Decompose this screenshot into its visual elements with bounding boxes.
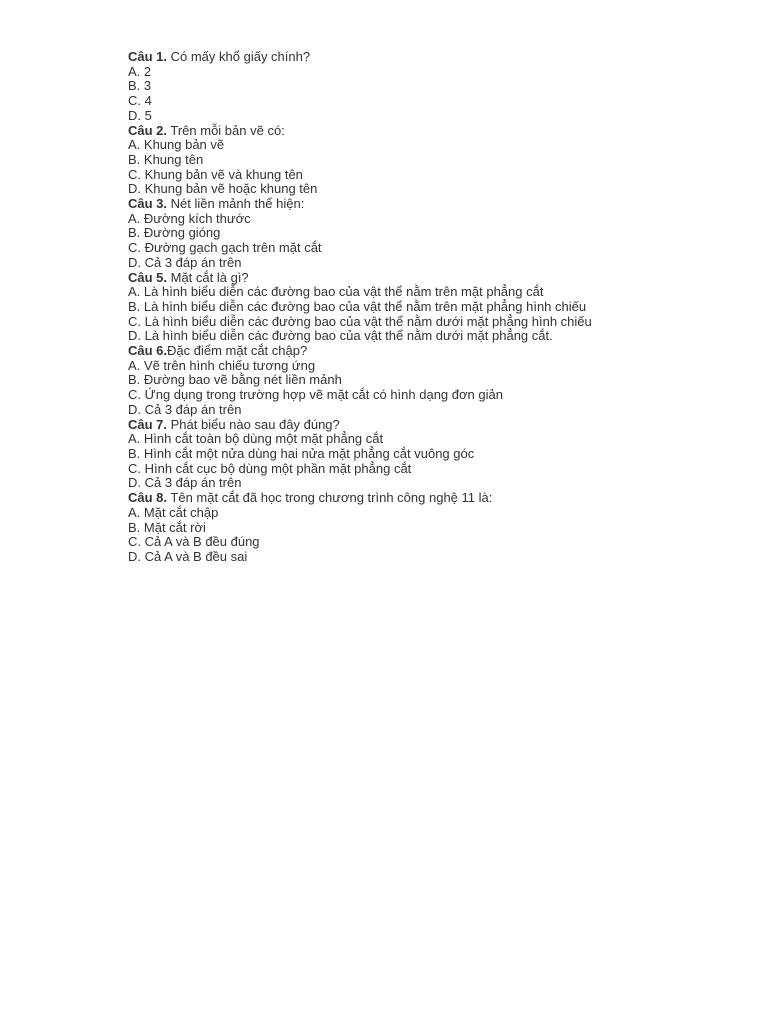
answer-option: B. 3 <box>128 78 152 94</box>
question-block <box>128 197 592 271</box>
answer-option: D. Cả 3 đáp án trên <box>128 254 242 270</box>
question-line <box>128 124 592 139</box>
answer-option: A. 2 <box>128 63 152 79</box>
question-text: Nét liền mảnh thể hiện: <box>167 196 305 212</box>
question-block <box>128 344 592 418</box>
answer-option: A. Vẽ trên hình chiếu tương ứng <box>128 357 316 373</box>
question-number: Câu 3. <box>128 196 168 212</box>
question-block <box>128 124 592 198</box>
question-text: Đặc điểm mặt cắt chập? <box>167 343 308 359</box>
question-number: Câu 2. <box>128 122 168 138</box>
question-text: Trên mỗi bản vẽ có: <box>167 122 285 138</box>
question-block <box>128 50 592 124</box>
question-number: Câu 8. <box>128 490 168 506</box>
answer-option: B. Đường bao vẽ bằng nét liền mảnh <box>128 372 342 388</box>
answer-option: C. Khung bản vẽ và khung tên <box>128 166 303 182</box>
answer-option: D. 5 <box>128 107 152 123</box>
answer-option: B. Hình cắt một nửa dùng hai nửa mặt phẳng cắt vuông góc <box>128 445 475 461</box>
answer-option: D. Cả 3 đáp án trên <box>128 401 242 417</box>
question-text: Có mấy khổ giấy chính? <box>167 49 311 64</box>
question-block <box>128 271 592 345</box>
question-line <box>128 418 592 433</box>
answer-option: C. Đường gạch gạch trên mặt cắt <box>128 240 322 256</box>
answer-option: A. Hình cắt toàn bộ dùng một mặt phẳng cắt <box>128 431 384 447</box>
answer-option: B. Đường gióng <box>128 225 221 241</box>
answer-option: B. Là hình biểu diễn các đường bao của vật thể nằm trên mặt phẳng hình chiếu <box>128 298 587 314</box>
question-line <box>128 271 592 286</box>
question-block <box>128 418 592 492</box>
answer-option: A. Là hình biểu diễn các đường bao của vật thể nằm trên mặt phẳng cắt <box>128 284 544 300</box>
question-line <box>128 197 592 212</box>
quiz-content <box>128 50 592 565</box>
question-number: Câu 6. <box>128 343 168 359</box>
answer-option: B. Khung tên <box>128 151 204 167</box>
answer-option: A. Khung bản vẽ <box>128 137 225 153</box>
question-block <box>128 491 592 565</box>
answer-option: D. Cả 3 đáp án trên <box>128 475 242 491</box>
answer-option: C. Cả A và B đều đúng <box>128 534 260 550</box>
answer-option: A. Mặt cắt chập <box>128 504 219 520</box>
answer-option: A. Đường kích thước <box>128 210 251 226</box>
answer-option: D. Khung bản vẽ hoặc khung tên <box>128 181 318 197</box>
question-line <box>128 491 592 506</box>
question-text: Mặt cắt là gì? <box>167 269 249 285</box>
answer-option: D. Cả A và B đều sai <box>128 548 248 564</box>
question-line <box>128 344 592 359</box>
answer-option: C. 4 <box>128 93 152 109</box>
answer-option: B. Mặt cắt rời <box>128 519 206 535</box>
answer-option: C. Hình cắt cục bộ dùng một phần mặt phẳng cắt <box>128 460 412 476</box>
question-number: Câu 5. <box>128 269 168 285</box>
question-line <box>128 50 592 65</box>
answer-option: C. Ứng dụng trong trường hợp vẽ mặt cắt có hình dạng đơn giản <box>128 387 503 403</box>
question-number: Câu 7. <box>128 416 168 432</box>
answer-option: C. Là hình biểu diễn các đường bao của vật thể nằm dưới mặt phẳng hình chiếu <box>128 313 592 329</box>
question-text: Phát biểu nào sau đây đúng? <box>167 416 340 432</box>
answer-option: D. Là hình biểu diễn các đường bao của vật thể nằm dưới mặt phẳng cắt. <box>128 328 553 344</box>
question-number: Câu 1. <box>128 49 168 64</box>
question-text: Tên mặt cắt đã học trong chương trình công nghệ 11 là: <box>167 490 493 506</box>
